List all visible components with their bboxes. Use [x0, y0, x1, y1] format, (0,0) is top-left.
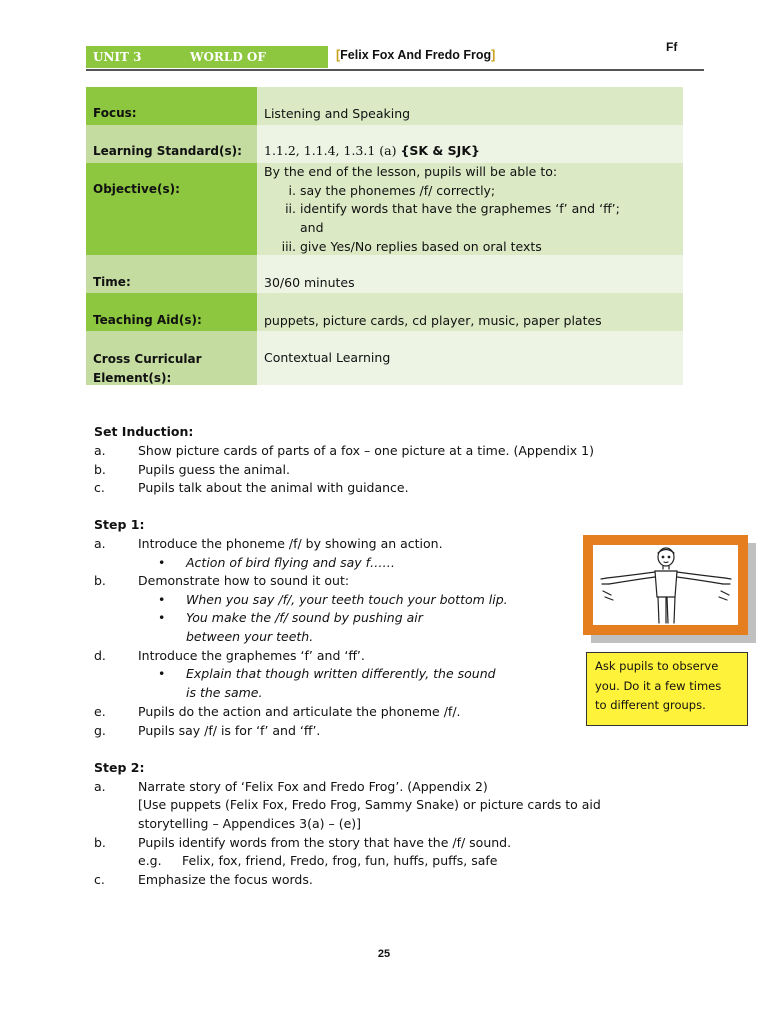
time-value: 30/60 minutes [257, 255, 683, 293]
list-item: Pupils guess the animal. [138, 462, 290, 477]
page-number: 25 [377, 948, 391, 960]
row-standard [86, 125, 683, 163]
objectives-list [264, 182, 683, 257]
step1-heading: Step 1: [94, 517, 145, 532]
header-theme-bar [186, 46, 328, 86]
list-item: Introduce the phoneme /f/ by showing an action. [138, 536, 443, 551]
cross-label: Cross Curricular Element(s): [86, 331, 257, 385]
example-label: e.g. [138, 853, 162, 868]
objective-item: i. say the phonemes /f/ correctly; [288, 182, 496, 198]
list-item-cont: [Use puppets (Felix Fox, Fredo Frog, Sammy Snake) or picture cards to aid [138, 797, 601, 812]
list-item: Demonstrate how to sound it out: [138, 573, 350, 588]
header-rule [86, 69, 704, 71]
row-time [86, 255, 683, 293]
bullet-text: You make the /f/ sound by pushing air [186, 610, 423, 625]
row-cross-curricular [86, 331, 683, 385]
focus-label: Focus: [86, 87, 257, 125]
teacher-note-box: Ask pupils to observe you. Do it a few times to different groups. [586, 652, 748, 726]
objective-item: iii. give Yes/No replies based on oral texts [281, 238, 542, 254]
bullet: • [158, 592, 166, 607]
header-unit-bar [86, 46, 196, 68]
row-aids [86, 293, 683, 331]
boy-illustration [593, 545, 738, 625]
list-item: Show picture cards of parts of a fox – one picture at a time. (Appendix 1) [138, 443, 594, 458]
bullet: • [158, 666, 166, 681]
step2-heading: Step 2: [94, 760, 145, 775]
cross-value: Contextual Learning [257, 331, 683, 385]
bullet: • [158, 555, 166, 570]
standard-tag: {SK & SJK} [400, 143, 480, 158]
aids-label: Teaching Aid(s): [86, 293, 257, 331]
bullet-text: Action of bird flying and say f…… [186, 555, 396, 570]
objectives-value [257, 163, 683, 255]
corner-letter: Ff [666, 40, 678, 54]
aids-value: puppets, picture cards, cd player, music, paper plates [257, 293, 683, 331]
time-label: Time: [86, 255, 257, 293]
set-induction-heading: Set Induction: [94, 424, 194, 439]
bullet-text: When you say /f/, your teeth touch your bottom lip. [186, 592, 508, 607]
objectives-label: Objective(s): [86, 163, 257, 255]
list-item: Pupils talk about the animal with guidance. [138, 480, 409, 495]
row-objectives [86, 163, 683, 255]
objectives-intro: By the end of the lesson, pupils will be able to: [264, 164, 558, 179]
row-focus [86, 87, 683, 125]
focus-value: Listening and Speaking [257, 87, 683, 125]
list-item: Pupils do the action and articulate the phoneme /f/. [138, 704, 461, 719]
theme-label: WORLD OF STORIES [186, 50, 266, 86]
objective-item: ii. identify words that have the graphemes ‘f’ and ‘ff’; [285, 201, 620, 217]
bullet-text: between your teeth. [186, 629, 314, 644]
unit-label: UNIT 3 [93, 50, 142, 64]
standard-label: Learning Standard(s): [86, 125, 257, 163]
list-item: Introduce the graphemes ‘f’ and ‘ff’. [138, 648, 365, 663]
list-item: Pupils identify words from the story that have the /f/ sound. [138, 835, 512, 850]
figure-boy-flying-action [593, 545, 738, 625]
bullet-text: Explain that though written differently, the sound [186, 666, 496, 681]
list-item: Emphasize the focus words. [138, 872, 313, 887]
list-item-cont: storytelling – Appendices 3(a) – (e)] [138, 816, 362, 831]
standard-value: 1.1.2, 1.1.4, 1.3.1 (a) {SK & SJK} [257, 125, 683, 163]
list-item: Pupils say /f/ is for ‘f’ and ‘ff’. [138, 723, 321, 738]
bullet: • [158, 610, 166, 625]
bullet-text: is the same. [186, 685, 263, 700]
objective-item: and [300, 220, 324, 236]
lesson-title: [Felix Fox And Fredo Frog] [336, 48, 496, 62]
example-words: Felix, fox, friend, Fredo, frog, fun, huffs, puffs, safe [182, 853, 498, 868]
lesson-info-table [86, 87, 683, 385]
list-item: Narrate story of ‘Felix Fox and Fredo Frog’. (Appendix 2) [138, 779, 488, 794]
